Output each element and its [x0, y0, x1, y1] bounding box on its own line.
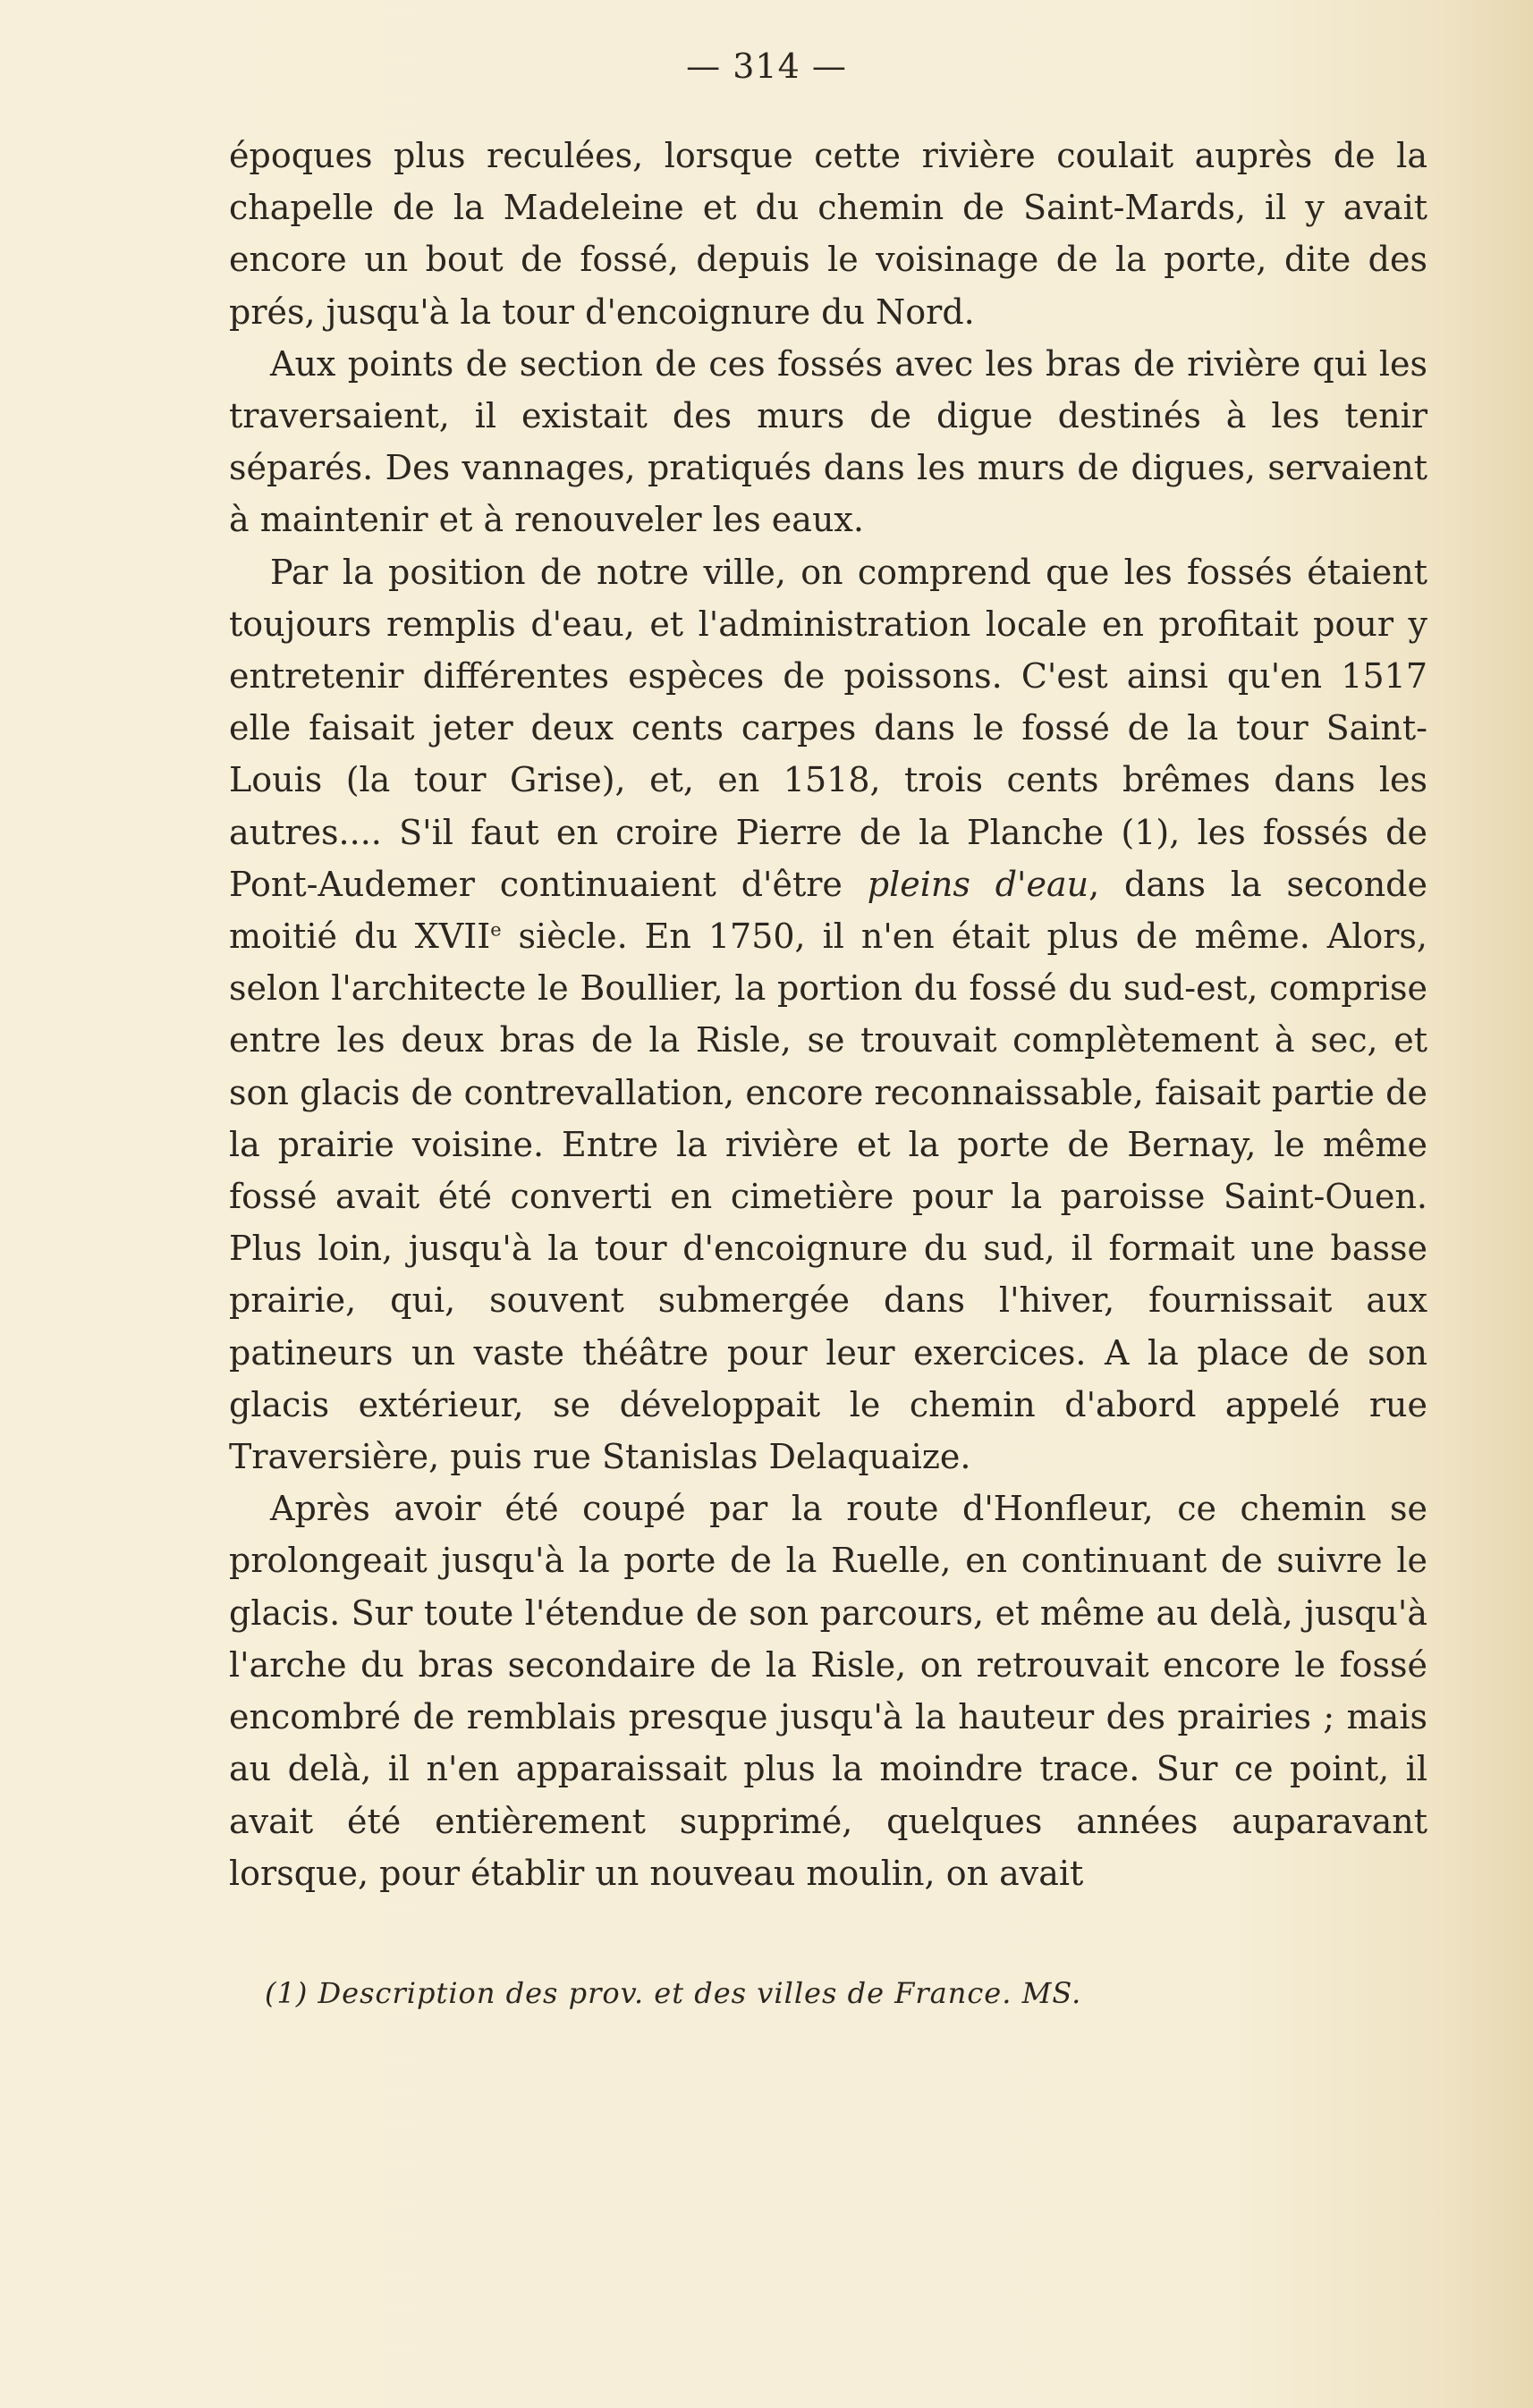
paragraph-1: époques plus reculées, lorsque cette rivière coulait auprès de la chapelle de la Madeleine et du chemin de Saint-Mards, il y avait encore un bout de fossé, depuis le voisinage de la porte, dite des prés, jusqu'à la tour d'encoignure du Nord.: [229, 136, 1427, 332]
century-superscript: e: [490, 918, 502, 941]
paragraph-3: [229, 546, 1427, 1483]
body-text: [229, 130, 1427, 1899]
paragraph-3-emphasis: pleins d'eau: [867, 864, 1089, 904]
page-number: — 314 —: [686, 46, 847, 86]
paragraph-3-part-c: siècle. En 1750, il n'en était plus de même. Alors, selon l'architecte le Boullier, la portion du fossé du sud-est, comprise entre les deux bras de la Risle, se trouvait complètement à sec, et son glacis de contrevallation, encore reconnaissable, faisait partie de la prairie voisine. Entre la rivière et la porte de Bernay, le même fossé avait été converti en cimetière pour la paroisse Saint-Ouen. Plus loin, jusqu'à la tour d'encoignure du sud, il formait une basse prairie, qui, souvent submergée dans l'hiver, fournissait aux patineurs un vaste théâtre pour leur exercices. A la place de son glacis extérieur, se développait le chemin d'abord appelé rue Traversière, puis rue Stanislas Delaquaize.: [229, 917, 1427, 1477]
footnote: (1) Description des prov. et des villes de France. MS.: [265, 1976, 1082, 2010]
paragraph-3-part-b: , dans la seconde moitié du XVII: [229, 864, 1427, 957]
paragraph-4: Après avoir été coupé par la route d'Honfleur, ce chemin se prolongeait jusqu'à la porte de la Ruelle, en continuant de suivre le glacis. Sur toute l'étendue de son parcours, et même au delà, jusqu'à l'arche du bras secondaire de la Risle, on retrouvait encore le fossé encombré de remblais presque jusqu'à la hauteur des prairies ; mais au delà, il n'en apparaissait plus la moindre trace. Sur ce point, il avait été entièrement supprimé, quelques années auparavant lorsque, pour établir un nouveau moulin, on avait: [229, 1489, 1427, 1893]
paragraph-3-part-a: Par la position de notre ville, on comprend que les fossés étaient toujours remplis d'eau, et l'administration locale en profitait pour y entretenir différentes espèces de poissons. C'est ainsi qu'en 1517 elle faisait jeter deux cents carpes dans le fossé de la tour Saint-Louis (la tour Grise), et, en 1518, trois cents brêmes dans les autres.... S'il faut en croire Pierre de la Planche (1), les fossés de Pont-Audemer continuaient d'être: [229, 552, 1427, 904]
paragraph-2: Aux points de section de ces fossés avec les bras de rivière qui les traversaient, il existait des murs de digue destinés à les tenir séparés. Des vannages, pratiqués dans les murs de digues, servaient à maintenir et à renouveler les eaux.: [229, 343, 1427, 540]
